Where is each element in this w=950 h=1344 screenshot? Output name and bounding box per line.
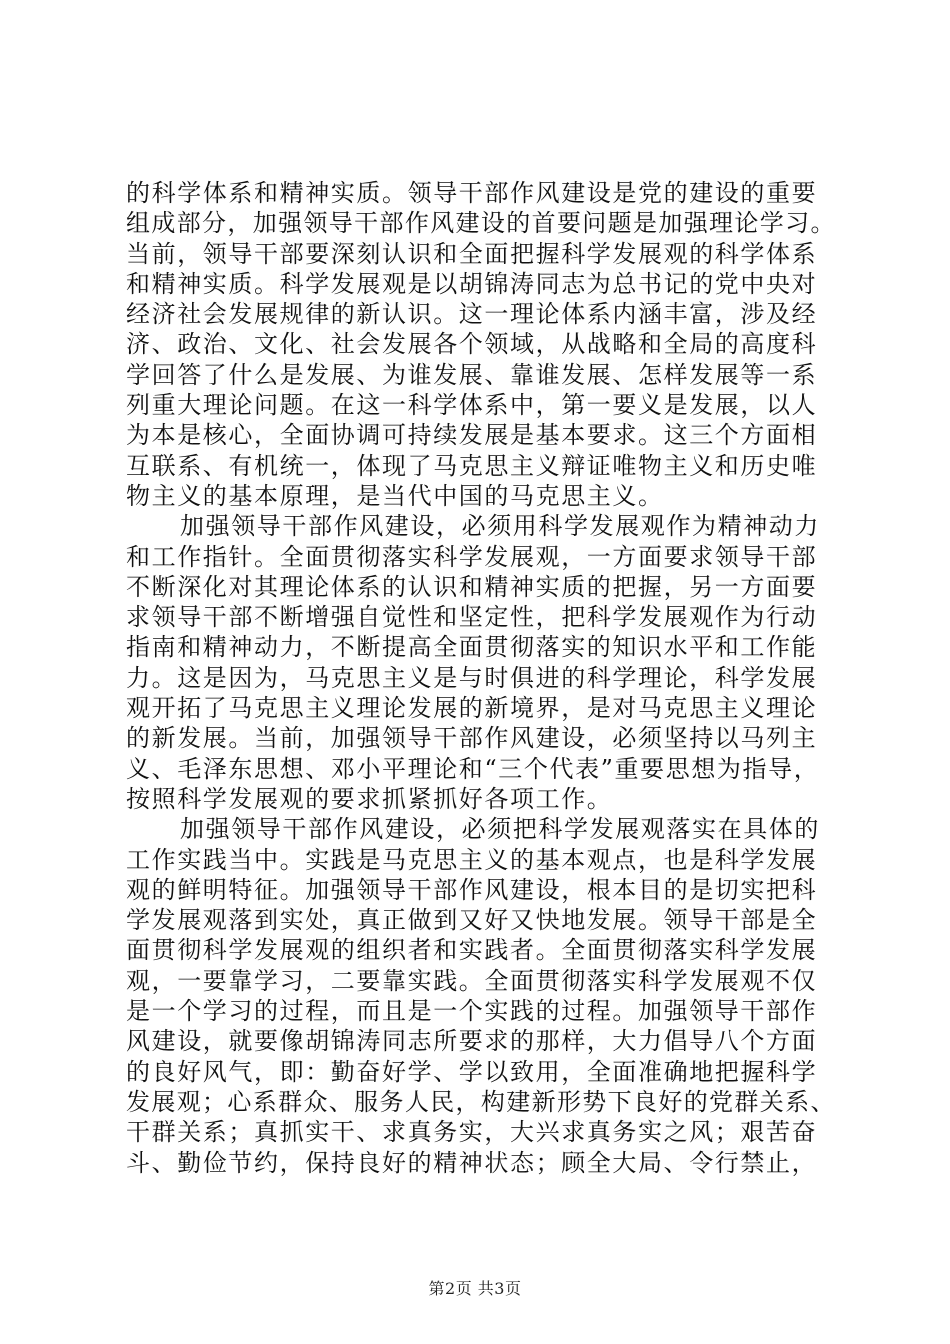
paragraph-first-line: 加强领导干部作风建设，必须把科学发展观落实在具体的 [180, 815, 820, 844]
text-line: 当前，领导干部要深刻认识和全面把握科学发展观的科学体系 [126, 239, 818, 268]
text-line: 和精神实质。科学发展观是以胡锦涛同志为总书记的党中央对 [126, 269, 818, 298]
text-line: 互联系、有机统一，体现了马克思主义辩证唯物主义和历史唯 [126, 451, 818, 480]
text-line: 组成部分，加强领导干部作风建设的首要问题是加强理论学习。 [126, 209, 836, 238]
text-line: 经济社会发展规律的新认识。这一理论体系内涵丰富，涉及经 [126, 300, 818, 329]
text-line: 和工作指针。全面贯彻落实科学发展观，一方面要求领导干部 [126, 542, 818, 571]
text-line: 发展观；心系群众、服务人民，构建新形势下良好的党群关系、 [126, 1087, 836, 1116]
text-line: 学回答了什么是发展、为谁发展、靠谁发展、怎样发展等一系 [126, 360, 818, 389]
text-line: 不断深化对其理论体系的认识和精神实质的把握，另一方面要 [126, 572, 818, 601]
text-line: 观的鲜明特征。加强领导干部作风建设，根本目的是切实把科 [126, 875, 818, 904]
text-line: 济、政治、文化、社会发展各个领域，从战略和全局的高度科 [126, 330, 818, 359]
text-line: 是一个学习的过程，而且是一个实践的过程。加强领导干部作 [126, 997, 818, 1026]
text-line: 力。这是因为，马克思主义是与时俱进的科学理论，科学发展 [126, 663, 818, 692]
text-line: 的新发展。当前，加强领导干部作风建设，必须坚持以马列主 [126, 724, 818, 753]
text-line: 风建设，就要像胡锦涛同志所要求的那样，大力倡导八个方面 [126, 1027, 818, 1056]
text-line: 义、毛泽东思想、邓小平理论和“三个代表”重要思想为指导， [126, 754, 820, 783]
text-line: 观，一要靠学习，二要靠实践。全面贯彻落实科学发展观不仅 [126, 966, 818, 995]
text-line: 工作实践当中。实践是马克思主义的基本观点，也是科学发展 [126, 845, 818, 874]
document-body [126, 178, 836, 1178]
text-line: 的科学体系和精神实质。领导干部作风建设是党的建设的重要 [126, 179, 818, 207]
text-line: 斗、勤俭节约，保持良好的精神状态；顾全大局、令行禁止， [126, 1148, 818, 1177]
text-line: 为本是核心，全面协调可持续发展是基本要求。这三个方面相 [126, 421, 818, 450]
text-line: 的良好风气，即：勤奋好学、学以致用，全面准确地把握科学 [126, 1057, 818, 1086]
text-line: 物主义的基本原理，是当代中国的马克思主义。 [126, 481, 664, 510]
text-line: 求领导干部不断增强自觉性和坚定性，把科学发展观作为行动 [126, 603, 818, 632]
text-line: 观开拓了马克思主义理论发展的新境界，是对马克思主义理论 [126, 694, 818, 723]
text-line: 面贯彻科学发展观的组织者和实践者。全面贯彻落实科学发展 [126, 936, 818, 965]
page-number-footer: 第2页 共3页 [428, 1279, 522, 1298]
text-line: 指南和精神动力，不断提高全面贯彻落实的知识水平和工作能 [126, 633, 818, 662]
paragraph-first-line: 加强领导干部作风建设，必须用科学发展观作为精神动力 [180, 512, 820, 541]
text-line: 按照科学发展观的要求抓紧抓好各项工作。 [126, 784, 613, 813]
text-line: 干群关系；真抓实干、求真务实，大兴求真务实之风；艰苦奋 [126, 1118, 818, 1147]
text-line: 学发展观落到实处，真正做到又好又快地发展。领导干部是全 [126, 906, 818, 935]
text-line: 列重大理论问题。在这一科学体系中，第一要义是发展，以人 [126, 391, 818, 420]
